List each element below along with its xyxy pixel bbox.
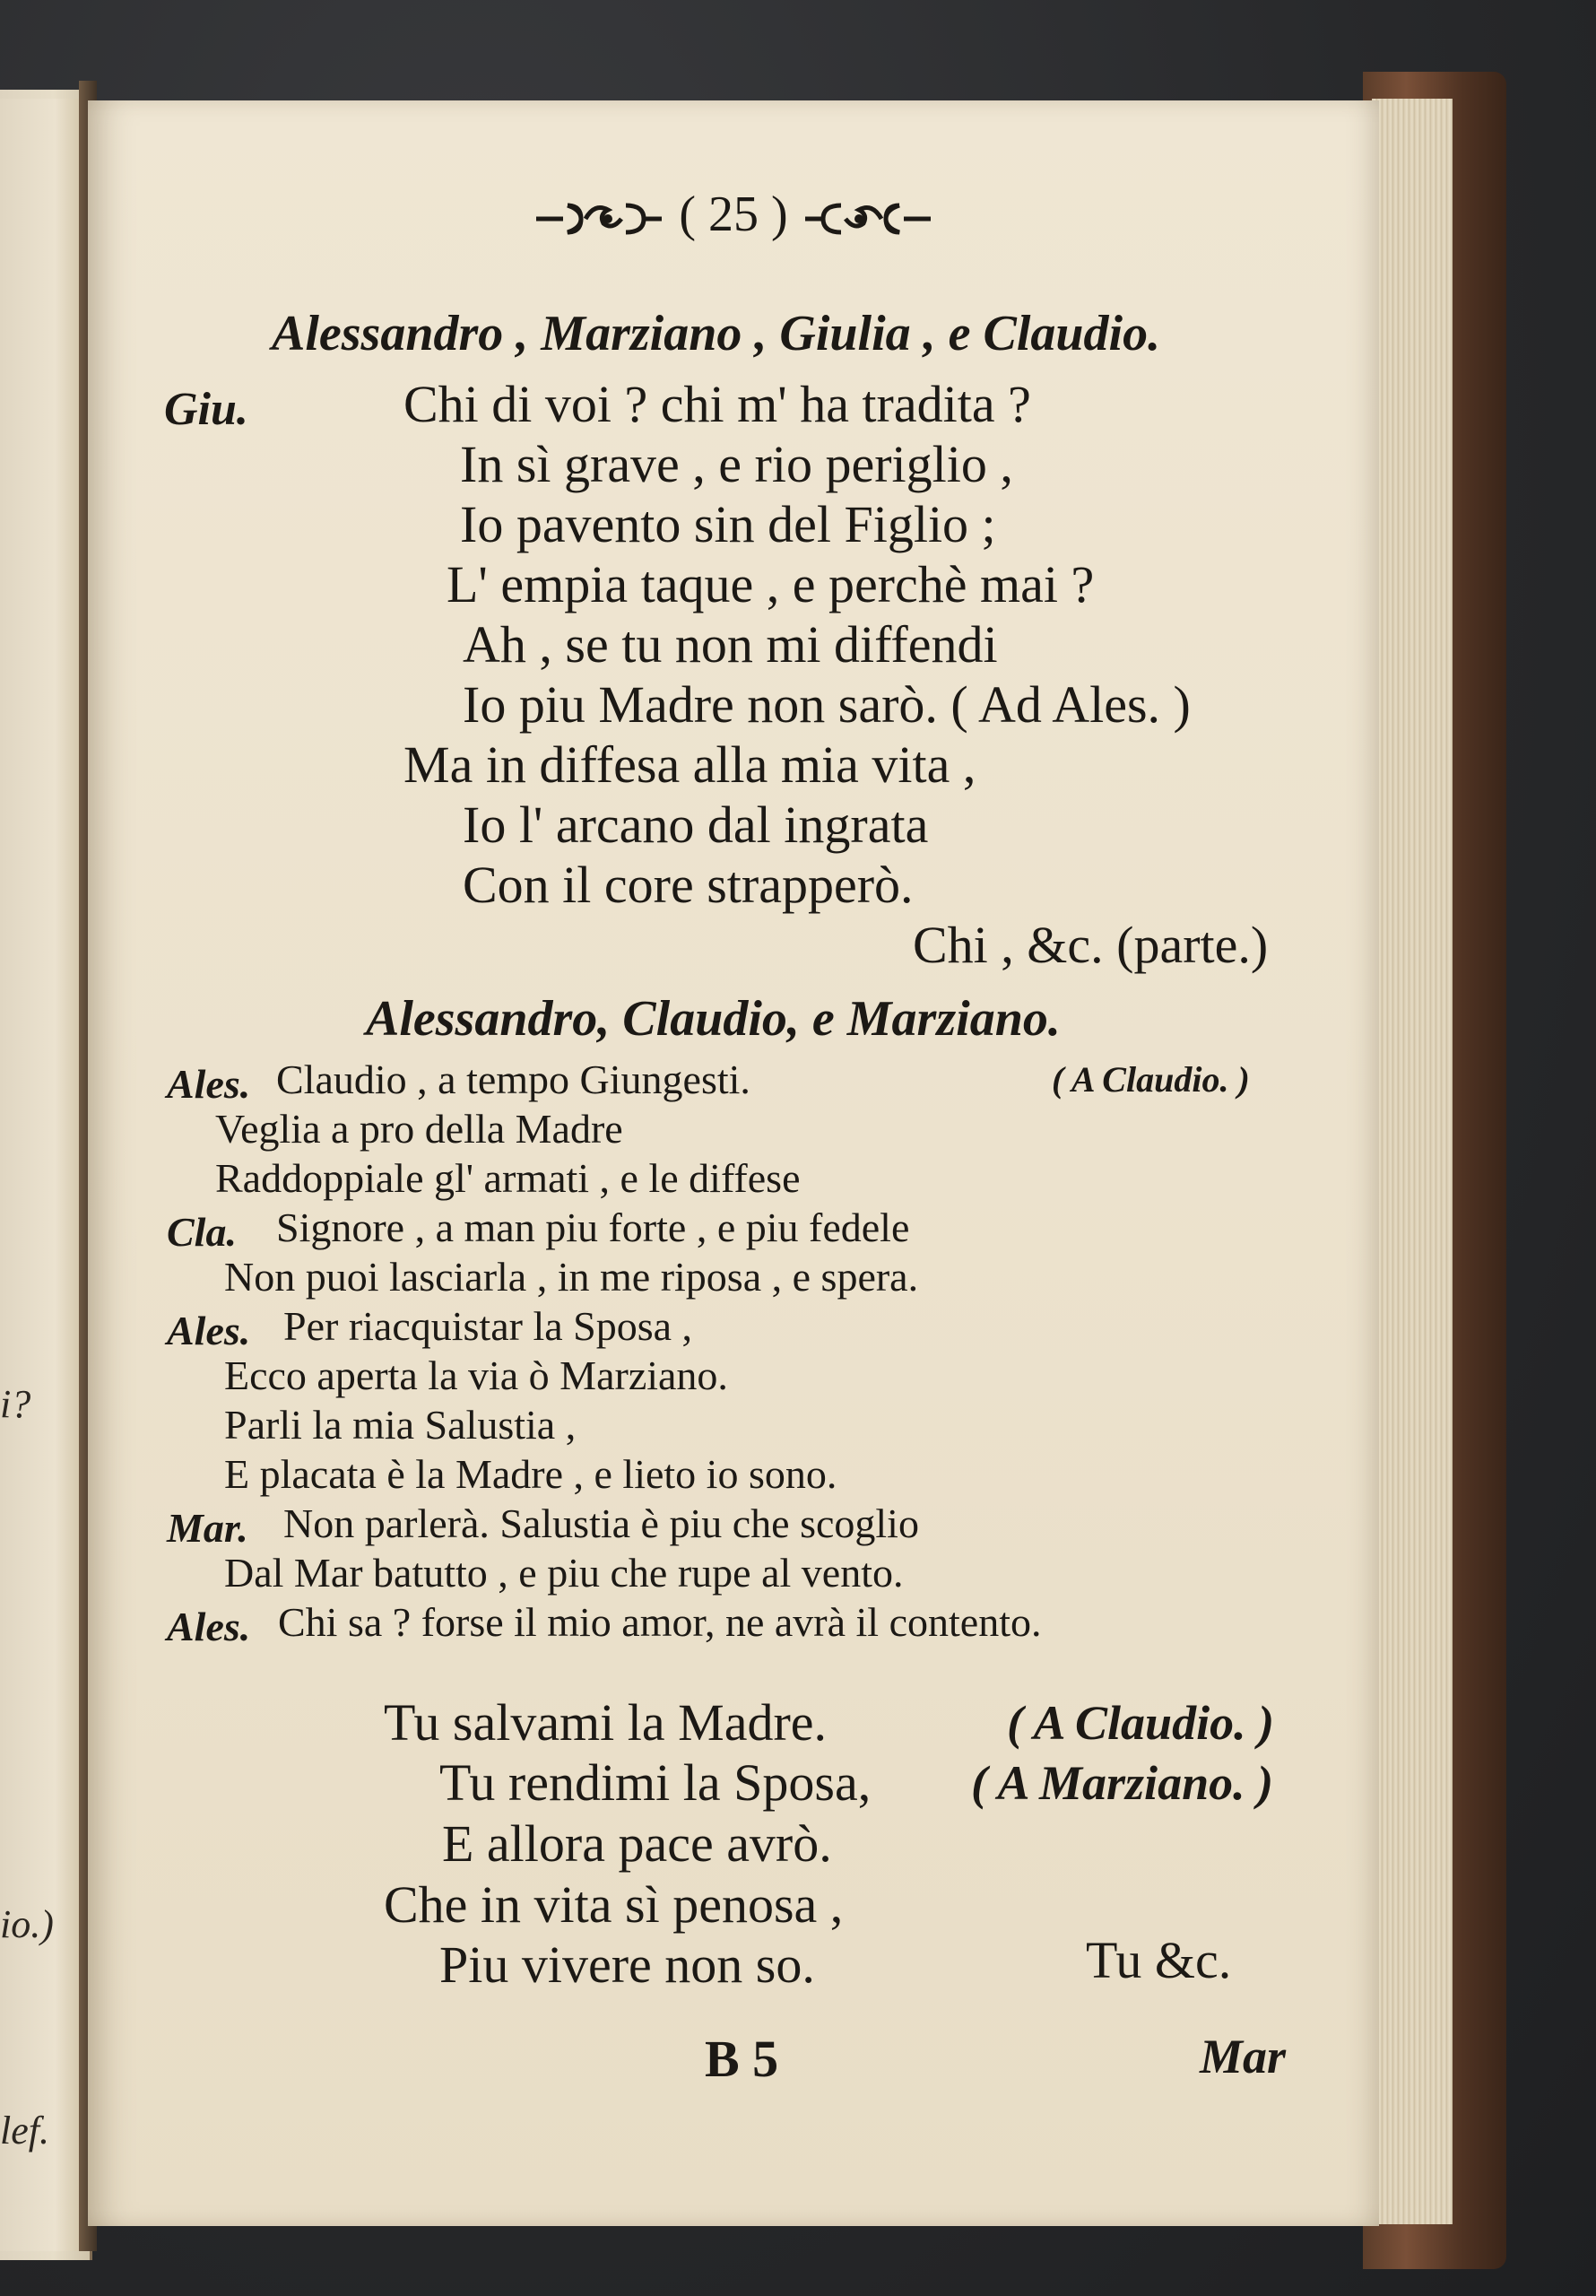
scene-heading: Alessandro, Claudio, e Marziano.: [366, 991, 1061, 1047]
recitative-line: Non puoi lasciarla , in me riposa , e spera.: [224, 1254, 919, 1300]
page-number: ( 25 ): [679, 187, 788, 242]
verse-line: Io pavento sin del Figlio ;: [460, 495, 996, 553]
verse-line: Io l' arcano dal ingrata: [463, 796, 929, 854]
verse-line: Ma in diffesa alla mia vita ,: [403, 735, 976, 794]
facing-page-fragment: io.): [0, 1902, 54, 1946]
recitative-line: Parli la mia Salustia ,: [224, 1402, 577, 1448]
aria-line: Tu salvami la Madre.: [384, 1693, 828, 1752]
page-header: [88, 186, 1379, 243]
recitative-line: Claudio , a tempo Giungesti.: [276, 1057, 750, 1102]
stage-direction: ( A Marziano. ): [971, 1756, 1274, 1810]
book-page: [88, 100, 1379, 2226]
recitative-line: Veglia a pro della Madre: [215, 1106, 623, 1152]
stage-direction: ( A Claudio. ): [1007, 1696, 1275, 1750]
recitative-line: Chi sa ? forse il mio amor, ne avrà il contento.: [278, 1599, 1042, 1645]
recitative-line: Dal Mar batutto , e piu che rupe al vento.: [224, 1550, 904, 1596]
facing-page-strip: [0, 99, 79, 2251]
aria-repeat-marker: Tu &c.: [1086, 1931, 1232, 1989]
recitative-line: Ecco aperta la via ò Marziano.: [224, 1352, 728, 1398]
speaker-label: Mar.: [167, 1505, 248, 1551]
recitative-line: Raddoppiale gl' armati , e le diffese: [215, 1155, 801, 1201]
verse-line: Ah , se tu non mi diffendi: [463, 615, 998, 674]
verse-line: Con il core strapperò.: [463, 856, 914, 914]
speaker-label: Giu.: [164, 384, 248, 435]
page-fore-edge: [1372, 99, 1453, 2224]
speaker-label: Ales.: [167, 1604, 251, 1649]
aria-line: Che in vita sì penosa ,: [384, 1875, 844, 1934]
verse-line: In sì grave , e rio periglio ,: [460, 435, 1013, 493]
recitative-line: Per riacquistar la Sposa ,: [283, 1303, 693, 1349]
speaker-label: Ales.: [167, 1308, 251, 1353]
recitative-line: E placata è la Madre , e lieto io sono.: [224, 1451, 837, 1497]
scene-heading: Alessandro , Marziano , Giulia , e Claudio.: [272, 306, 1161, 361]
speaker-label: Cla.: [167, 1209, 237, 1255]
recitative-line: Non parlerà. Salustia è piu che scoglio: [283, 1500, 919, 1546]
verse-line: Chi , &c. (parte.): [913, 916, 1269, 974]
signature-mark: B 5: [705, 2030, 779, 2088]
verse-line: Chi di voi ? chi m' ha tradita ?: [403, 375, 1031, 433]
verse-line: L' empia taque , e perchè mai ?: [447, 555, 1095, 613]
aria-line: Tu rendimi la Sposa,: [439, 1753, 872, 1812]
left-ornament-icon: [532, 196, 666, 241]
verse-line: Io piu Madre non sarò. ( Ad Ales. ): [463, 675, 1191, 734]
right-ornament-icon: [801, 196, 935, 241]
recitative-line: Signore , a man piu forte , e piu fedele: [276, 1205, 910, 1250]
aria-line: E allora pace avrò.: [442, 1814, 832, 1873]
speaker-label: Ales.: [167, 1061, 251, 1107]
aria-line: Piu vivere non so.: [439, 1935, 815, 1994]
facing-page-fragment: i?: [0, 1382, 31, 1426]
stage-direction: ( A Claudio. ): [1052, 1059, 1250, 1100]
facing-page-fragment: lef.: [0, 2109, 49, 2152]
catchword: Mar: [1200, 2030, 1287, 2083]
